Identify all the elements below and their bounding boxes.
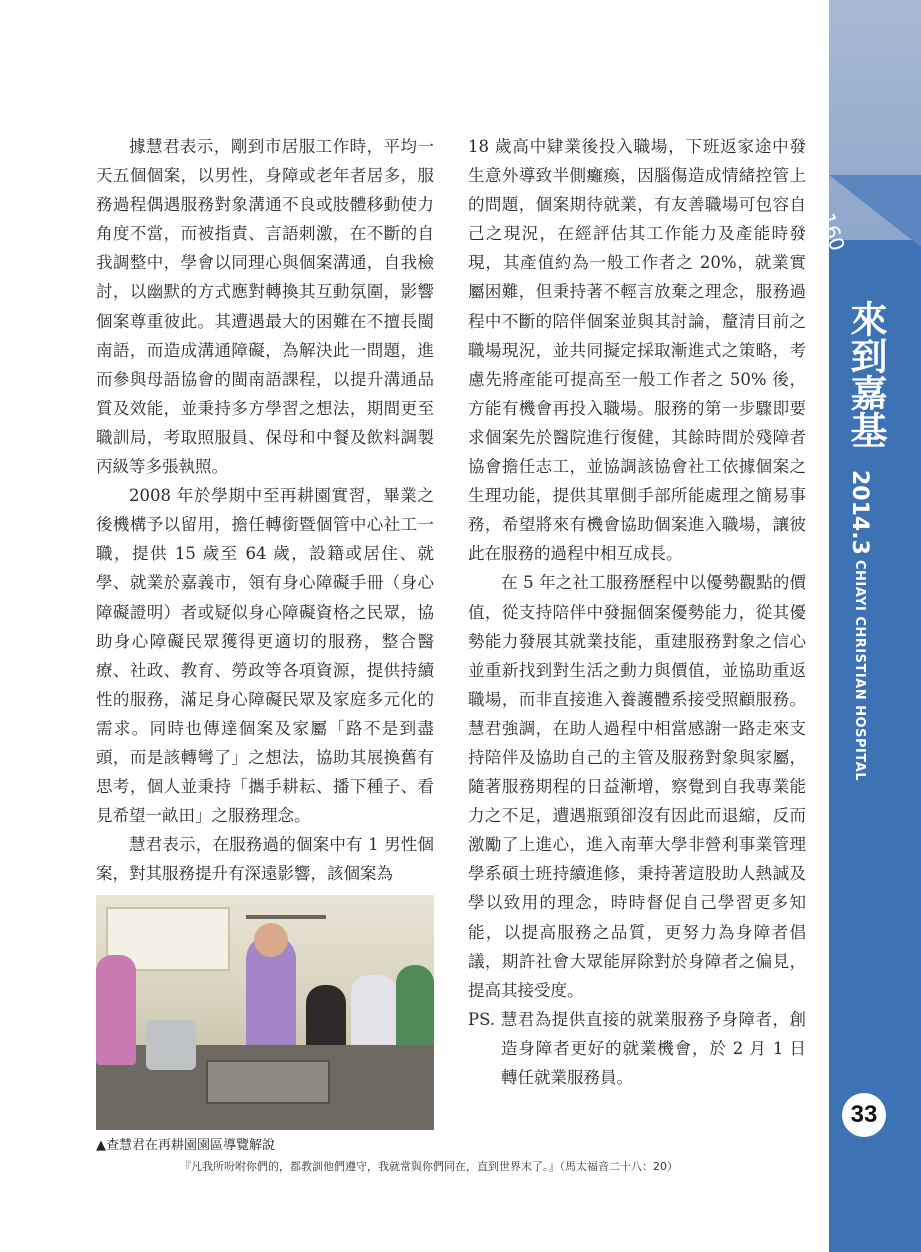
footer-bible-quote: 『凡我所吩咐你們的，都教訓他們遵守，我就常與你們同在，直到世界末了。』（馬太福音二十八：20） xyxy=(180,1160,678,1173)
photo-pot xyxy=(146,1020,196,1070)
issue-date: 2014.3 xyxy=(847,470,872,555)
photo-person-guide-head xyxy=(254,923,288,957)
article-photo xyxy=(96,895,434,1130)
photo-tray xyxy=(206,1060,330,1104)
photo-person-left xyxy=(96,955,136,1065)
photo-ceiling-fan xyxy=(246,915,326,919)
magazine-subtitle xyxy=(847,470,872,781)
article-paragraph: 2008 年於學期中至再耕園實習，畢業之後機構予以留用，擔任轉銜暨個管中心社工一職，提供 15 歲至 64 歲，設籍或居住、就學、就業於嘉義市，領有身心障礙手冊（身心障礙證明）者或疑似身心障礙資格之民眾，協助身心障礙民眾獲得更適切的服務，整合醫療、社政、教育、勞政等各項資源，提供持續性的服務，滿足身心障礙民眾及家庭多元化的需求。同時也傳達個案及家屬「路不是到盡頭，而是該轉彎了」之想法，協助其展換舊有思考，個人並秉持「攜手耕耘、播下種子、看見希望一畝田」之服務理念。 xyxy=(96,486,434,826)
article-paragraph: 慧君表示，在服務過的個案中有 1 男性個案，對其服務提升有深遠影響，該個案為 xyxy=(96,835,434,884)
article-right-column xyxy=(468,132,806,1092)
article-paragraph: 據慧君表示，剛到市居服工作時，平均一天五個個案，以男性，身障或老年者居多，服務過程偶遇服務對象溝通不良或肢體移動使力角度不當，而被指責、言語刺激，在不斷的自我調整中，學會以同理心與個案溝通，自我檢討，以幽默的方式應對轉換其互動氛圍，影響個案尊重彼此。其遭遇最大的困難在不擅長閩南語，而造成溝通障礙，為解決此一問題，進而參與母語協會的閩南語課程，以提升溝通品質及效能，並秉持多方學習之想法，期間更至職訓局，考取照服員、保母和中餐及飲料調製丙級等多張執照。 xyxy=(96,137,434,477)
article-paragraph: 18 歲高中肄業後投入職場，下班返家途中發生意外導致半側癱瘓，因腦傷造成情緒控管上的問題，個案期待就業，有友善職場可包容自己之現況，在經評估其工作能力及產能時發現，其產值約為一般工作者之 20%，就業實屬困難，但秉持著不輕言放棄之理念，服務過程中不斷的陪伴個案並與其討論，釐清目前之職場現況，並共同擬定採取漸進式之策略，考慮先將產能可提高至一般工作者之 50% 後，方能有機會再投入職場。服務的第一步驟即要求個案先於醫院進行復健，其餘時間於殘障者協會擔任志工，並協調該協會社工依據個案之生理功能，提供其單側手部所能處理之簡易事務，希望將來有機會協助個案進入職場，讓彼此在服務的過程中相互成長。 xyxy=(468,137,806,564)
page-number-label: 160 xyxy=(815,210,850,254)
article-paragraph: 在 5 年之社工服務歷程中以優勢觀點的價值，從支持陪伴中發掘個案優勢能力，從其優勢能力發展其就業技能，重建服務對象之信心並重新找到對生活之動力與價值，並協助重返職場，而非直接進入養護體系接受照顧服務。慧君強調，在助人過程中相當感謝一路走來支持陪伴及協助自己的主管及服務對象與家屬，隨著服務期程的日益漸增，察覺到自我專業能力之不足，遭遇瓶頸卻沒有因此而退縮，反而激勵了上進心，進入南華大學非營利事業管理學系碩士班持續進修，秉持著這股助人熱誠及學以致用的理念，時時督促自己學習更多知能，以提高服務之品質，更努力為身障者倡議，期許社會大眾能屏除對於身障者之偏見，提高其接受度。 xyxy=(468,573,806,1000)
folio-number: 33 xyxy=(842,1093,886,1137)
magazine-title: 來到嘉基 xyxy=(844,300,887,448)
photo-caption: ▲查慧君在再耕園園區導覽解說 xyxy=(96,1138,275,1153)
hospital-name: CHIAYI CHRISTIAN HOSPITAL xyxy=(852,560,867,782)
article-left-column xyxy=(96,132,434,888)
article-postscript: PS. 慧君為提供直接的就業服務予身障者，創造身障者更好的就業機會，於 2 月 1 日轉任就業服務員。 xyxy=(468,1009,806,1087)
